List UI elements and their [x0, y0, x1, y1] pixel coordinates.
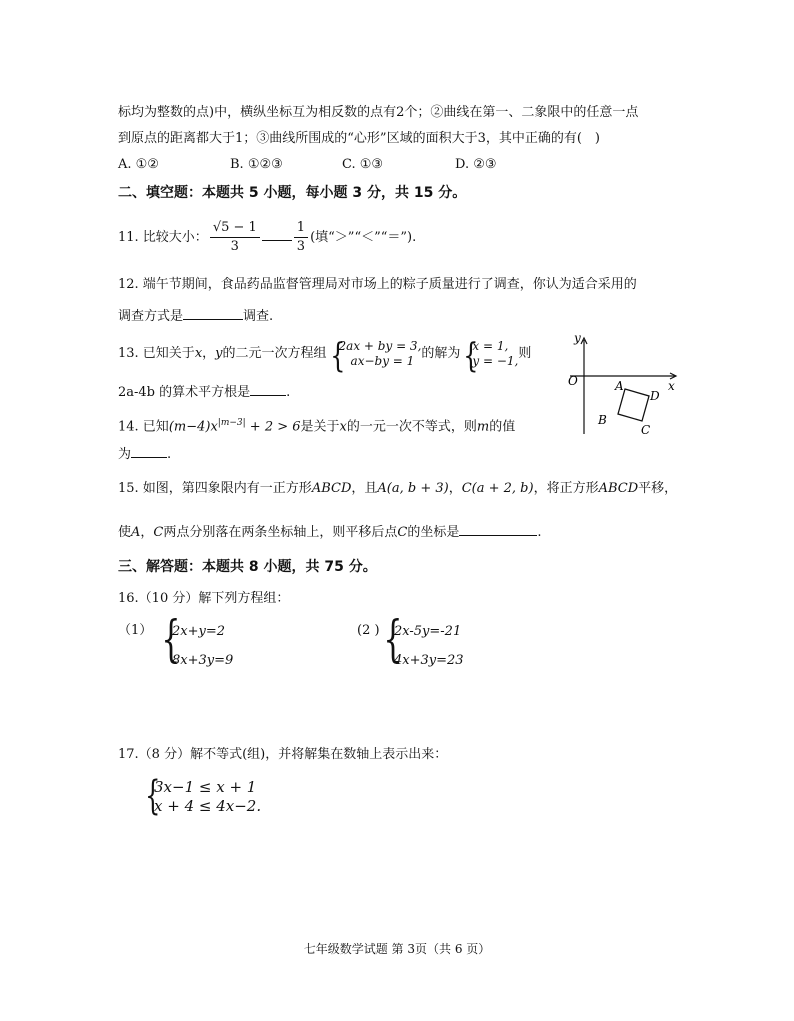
q15-text-1: 15. 如图，第四象限内有一正方形 [118, 481, 312, 496]
q14-end: 的值 [489, 419, 516, 435]
q13-sol1: x = 1, [472, 338, 509, 353]
q12-line2-text: 调查方式是 [118, 309, 184, 324]
q14-var-x: x [339, 419, 347, 435]
q14-mid2: 的一元一次不等式，则 [346, 419, 477, 435]
q13-solution-brace-icon: { [463, 335, 479, 376]
q14-prefix: 14. 已知 [118, 419, 169, 435]
q10-line2: 到原点的距离都大于1；③曲线所围成的“心形”区域的面积大于3，其中正确的有( ) [118, 131, 600, 146]
q17-brace-icon: { [145, 773, 161, 819]
q17-ineq1: 3x−1 ≤ x + 1 [154, 778, 257, 796]
q12-line2-end: 调查. [243, 309, 274, 324]
q16-part2-eq1: 2x-5y=-21 [394, 624, 462, 639]
q13-brace-icon: { [329, 335, 345, 376]
q13-line2 [118, 382, 290, 402]
q10-option-b: B. ①②③ [230, 157, 283, 172]
q15-text-6: ， [140, 525, 154, 540]
q14-answer-blank[interactable] [131, 444, 167, 458]
q16-part2-brace-icon: { [383, 610, 403, 668]
q13-eq1: 2ax + by = 3, [338, 338, 422, 353]
q14-line1 [118, 414, 515, 436]
q16-title: 16.（10 分）解下列方程组： [118, 591, 290, 606]
q14-line2-text: 为 [118, 447, 132, 462]
q11-suffix: (填“＞”“＜”“＝”). [310, 230, 417, 245]
q15-line1 [118, 480, 677, 498]
q15-text-4: 平移， [638, 481, 678, 496]
q15-text-5: 使 [118, 525, 132, 540]
section2-title: 二、填空题：本题共 5 小题，每小题 3 分，共 15 分。 [118, 185, 467, 201]
q16-part1-eq1: 2x+y=2 [172, 624, 226, 639]
q11-fraction-1 [210, 219, 260, 256]
q15-text-7: 两点分别落在两条坐标轴上，则平移后点 [163, 525, 398, 540]
q16-part1-brace-icon: { [161, 610, 181, 668]
q14-var-m: m [476, 419, 490, 435]
fig-label-y: y [574, 331, 581, 345]
q11 [118, 218, 416, 258]
q15-text-2: ，且 [351, 481, 378, 496]
q11-denominator-2: 3 [296, 239, 306, 254]
q13-eq2: ax−by = 1 [350, 353, 415, 368]
q11-denominator-1: 3 [230, 239, 239, 254]
q16-part2-label: (2 ) [357, 623, 380, 638]
q11-numerator-2: 1 [294, 219, 308, 238]
q11-answer-blank[interactable] [262, 227, 292, 241]
q13-var-x: x [194, 346, 203, 361]
q13-answer-blank[interactable] [250, 382, 286, 396]
q10-option-d: D. ②③ [455, 157, 497, 172]
q14-mid: 是关于 [300, 419, 340, 435]
q13-line1 [118, 335, 532, 376]
fig-label-a: A [615, 379, 624, 393]
square-abcd [618, 389, 649, 421]
q17-title: 17.（8 分）解不等式(组)，并将解集在数轴上表示出来： [118, 747, 448, 762]
q13-mid: 的二元一次方程组 [222, 346, 327, 361]
q15-var-a: A [131, 525, 141, 540]
fig-label-x: x [668, 379, 675, 393]
q13-line2-end: . [286, 385, 291, 400]
q12-answer-blank[interactable] [183, 306, 243, 320]
q15-text-9: . [537, 525, 542, 540]
q15-comma: ， [448, 481, 462, 496]
q16-part1-label: （1） [118, 623, 153, 638]
q15-abcd-2: ABCD [598, 481, 639, 496]
q16-part1-eq2: 8x+3y=9 [172, 653, 234, 668]
q13-prefix: 13. 已知关于 [118, 346, 195, 361]
fig-label-b: B [598, 413, 607, 427]
q14-line2-end: . [167, 447, 172, 462]
q13-sep: ， [202, 346, 216, 361]
fig-label-d: D [650, 389, 660, 403]
section3-title: 三、解答题：本题共 8 小题，共 75 分。 [118, 559, 377, 575]
q13-sol2: y = −1, [472, 353, 519, 368]
q15-abcd: ABCD [311, 481, 352, 496]
q15-text-3: ，将正方形 [533, 481, 599, 496]
q13-end: 则 [518, 346, 532, 361]
q16-part2-eq2: 4x+3y=23 [394, 653, 464, 668]
q11-numerator-1: √5 − 1 [210, 219, 260, 238]
q10-option-c: C. ①③ [342, 157, 384, 172]
square-figure [560, 328, 690, 440]
fig-label-c: C [641, 423, 651, 437]
q14-exponent: |m−3| [217, 418, 246, 428]
q15-answer-blank[interactable] [459, 522, 537, 536]
q13-var-y: y [215, 346, 223, 361]
q12-line1: 12. 端午节期间，食品药品监督管理局对市场上的粽子质量进行了调查，你认为适合采用的 [118, 277, 637, 292]
q12-line2 [118, 306, 273, 326]
q15-var-c-2: C [397, 525, 408, 540]
q15-point-c: C(a + 2, b) [461, 481, 534, 496]
q15-line2 [118, 522, 542, 542]
q15-var-c: C [153, 525, 164, 540]
page-footer: 七年级数学试题 第 3页（共 6 页） [303, 942, 491, 956]
q14-expr: (m−4)x [168, 419, 218, 435]
q17-ineq2: x + 4 ≤ 4x−2. [154, 797, 262, 815]
q14-expr2: + 2 > 6 [245, 419, 301, 435]
q13-system [327, 335, 422, 376]
q10-option-a: A. ①② [118, 157, 159, 172]
q13-mid2: 的解为 [421, 346, 461, 361]
q11-fraction-2 [294, 219, 308, 256]
q13-solution [460, 335, 519, 376]
q13-line2-text: 2a-4b 的算术平方根是 [118, 385, 251, 400]
q11-prefix: 11. 比较大小： [118, 230, 208, 245]
q10-line1: 标均为整数的点)中，横纵坐标互为相反数的点有2个；②曲线在第一、二象限中的任意一点 [118, 105, 639, 120]
fig-label-o: O [568, 374, 578, 388]
q14-line2 [118, 444, 171, 464]
q15-text-8: 的坐标是 [407, 525, 460, 540]
q15-point-a: A(a, b + 3) [377, 481, 449, 496]
